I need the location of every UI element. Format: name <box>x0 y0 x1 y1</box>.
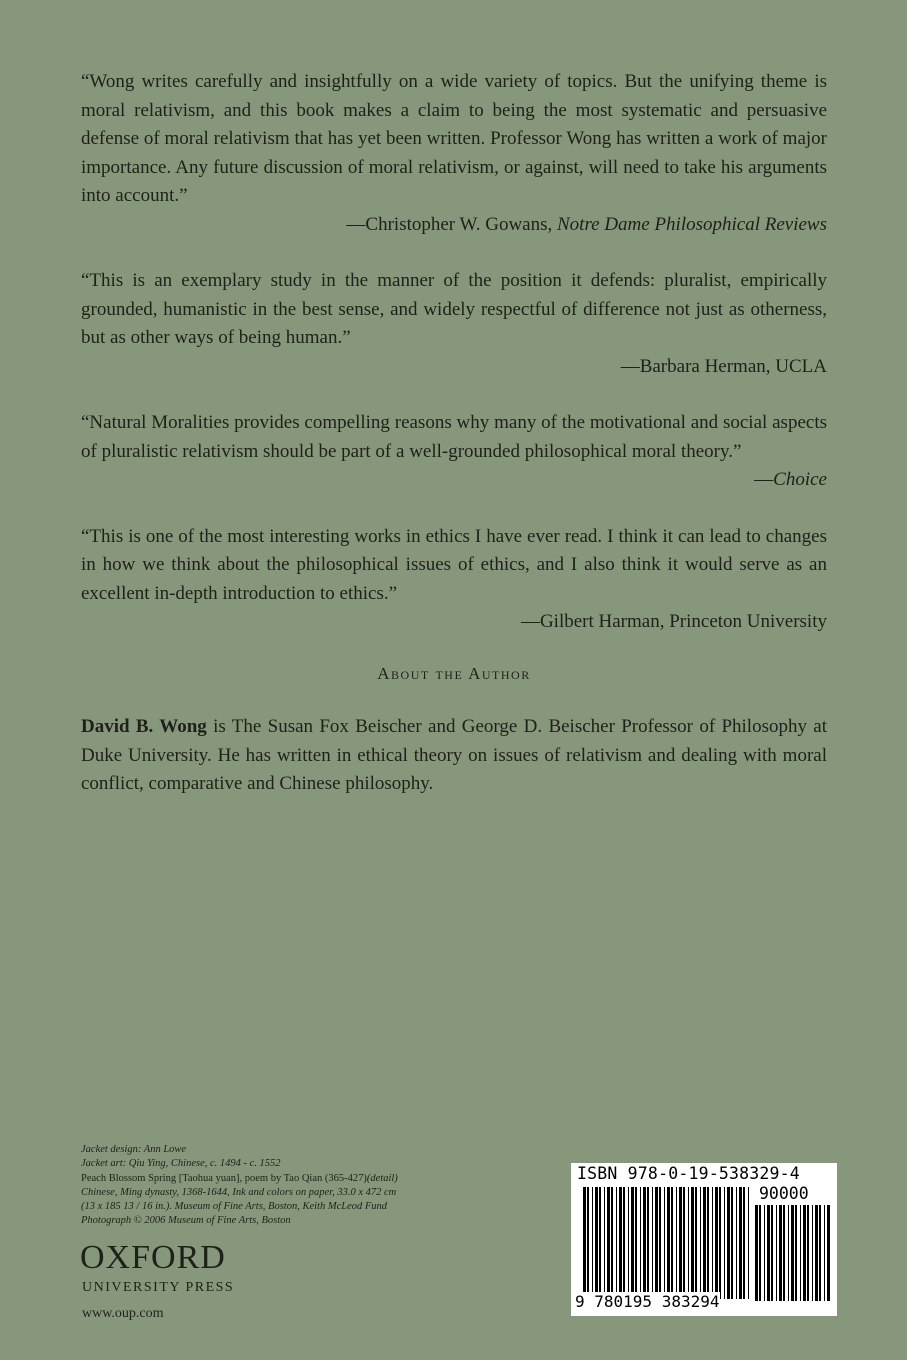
about-heading: About the Author <box>377 664 531 683</box>
credit-title <box>81 1172 481 1186</box>
review-attribution <box>81 466 827 495</box>
barcode-bar <box>791 1205 794 1301</box>
barcode-bar <box>767 1205 770 1301</box>
barcode-bar <box>807 1205 809 1301</box>
review-quote: “Wong writes carefully and insightfully on a wide variety of topics. But the unifying theme is moral relativism, and this book makes a claim to being the most systematic and persuasive defense of moral relativism that has yet been written. Professor Wong has written a work of major importance. Any future discussion of moral relativism, or against, will need to take his arguments into account.” <box>81 71 827 206</box>
barcode-bar <box>788 1205 789 1301</box>
barcode-bar <box>652 1187 653 1299</box>
barcode-digits: 9 780195 383294 <box>575 1292 720 1311</box>
barcode-bar <box>719 1187 721 1299</box>
barcode-bar <box>623 1187 625 1299</box>
review-attribution <box>81 211 827 240</box>
barcode-bar <box>707 1187 709 1299</box>
barcode-bar <box>779 1205 782 1301</box>
credit-title-roman: Peach Blossom Spring [Taohua yuan], poem by Tao Qian (365-427) <box>81 1172 367 1184</box>
credit-photograph: Photograph © 2006 Museum of Fine Arts, Boston <box>81 1215 291 1227</box>
barcode-bar <box>676 1187 677 1299</box>
barcode-bar <box>776 1205 777 1301</box>
publisher-subtitle: UNIVERSITY PRESS <box>82 1280 235 1295</box>
barcode-bar <box>771 1205 773 1301</box>
barcode-bar <box>759 1205 761 1301</box>
barcode-bar <box>667 1187 670 1299</box>
review-author: —Christopher W. Gowans, <box>346 213 557 235</box>
barcode-bar <box>812 1205 813 1301</box>
publisher-logo: OXFORD <box>80 1239 226 1276</box>
barcode-bar <box>607 1187 610 1299</box>
barcode-bar <box>727 1187 730 1299</box>
barcode-bar <box>736 1187 737 1299</box>
barcode-bar <box>819 1205 821 1301</box>
barcode-bar <box>583 1187 586 1299</box>
review-attribution <box>81 608 827 637</box>
barcode-bar <box>755 1205 758 1301</box>
barcode-bar <box>803 1205 806 1301</box>
review-quote: “This is an exemplary study in the manner of the position it defends: pluralist, empirically grounded, humanistic in the best sense, and widely respectful of difference not just as otherness, but as other ways of being human.” <box>81 270 827 348</box>
barcode-bar <box>712 1187 713 1299</box>
barcode-bar <box>631 1187 634 1299</box>
barcode-bar <box>604 1187 605 1299</box>
barcode-bar <box>724 1187 725 1299</box>
barcode-addon-number: 90000 <box>759 1184 809 1203</box>
barcode-bar <box>599 1187 601 1299</box>
review-author: — <box>754 469 774 490</box>
barcode-bar <box>671 1187 673 1299</box>
barcode-bar <box>647 1187 649 1299</box>
barcode-bar <box>664 1187 665 1299</box>
barcode-bar <box>679 1187 682 1299</box>
barcode-bar <box>715 1187 718 1299</box>
barcode-bar <box>703 1187 706 1299</box>
author-name: David B. Wong <box>81 716 207 737</box>
credit-art: Jacket art: Qiu Ying, Chinese, c. 1494 - c. 1552 <box>81 1158 281 1170</box>
barcode-bar <box>643 1187 646 1299</box>
review-source: Choice <box>773 469 827 490</box>
barcode-bar <box>640 1187 641 1299</box>
barcode-bar <box>683 1187 685 1299</box>
review-author: —Gilbert Harman, Princeton University <box>520 611 827 632</box>
barcode-bar <box>655 1187 658 1299</box>
barcode-bar <box>628 1187 629 1299</box>
barcode-bar <box>827 1205 830 1301</box>
barcode-bar <box>688 1187 689 1299</box>
credit-title-italic: (detail) <box>366 1172 398 1184</box>
barcode-bar <box>700 1187 701 1299</box>
credit-dimensions: (13 x 185 13 / 16 in.). Museum of Fine Arts, Boston, Keith McLeod Fund <box>81 1201 388 1213</box>
barcode-bar <box>815 1205 818 1301</box>
reviews-section <box>81 68 827 637</box>
jacket-credits <box>81 1143 481 1229</box>
barcode-bar <box>659 1187 661 1299</box>
review-quote: “Natural Moralities provides compelling reasons why many of the motivational and social aspects of pluralistic relativism should be part of a well-grounded philosophical moral theory.” <box>81 412 827 462</box>
barcode-bar <box>731 1187 733 1299</box>
barcode-bar <box>739 1187 742 1299</box>
barcode-bar <box>691 1187 694 1299</box>
review-author: —Barbara Herman, UCLA <box>620 355 827 377</box>
barcode-bar <box>595 1187 598 1299</box>
barcode-bar <box>795 1205 797 1301</box>
barcode-bar <box>611 1187 613 1299</box>
review-source: Notre Dame Philosophical Reviews <box>557 213 827 235</box>
credit-design: Jacket design: Ann Lowe <box>81 1144 187 1155</box>
barcode-bar <box>748 1187 749 1299</box>
review-quote: “This is one of the most interesting works in ethics I have ever read. I think it can lead to changes in how we think about the philosophical issues of ethics, and I also think it would serve as an excellent in-depth introduction to ethics.” <box>81 525 827 604</box>
publisher-url: www.oup.com <box>82 1306 164 1321</box>
barcode-bar <box>764 1205 765 1301</box>
bio-text: is The Susan Fox Beischer and George D. Beischer Professor of Philosophy at Duke University. He has written in ethical theory on issues of relativism and dealing with moral conflict, comparative and Chinese philosophy. <box>81 716 828 794</box>
barcode <box>571 1163 837 1316</box>
barcode-bar <box>587 1187 589 1299</box>
barcode-bar <box>616 1187 617 1299</box>
barcode-bar <box>783 1205 785 1301</box>
barcode-bar <box>619 1187 622 1299</box>
barcode-bar <box>592 1187 593 1299</box>
review-attribution <box>81 353 827 382</box>
barcode-bar <box>824 1205 825 1301</box>
credit-medium: Chinese, Ming dynasty, 1368-1644, Ink and colors on paper, 33.0 x 472 cm <box>81 1186 397 1198</box>
barcode-bar <box>800 1205 801 1301</box>
barcode-bar <box>695 1187 697 1299</box>
barcode-bar <box>743 1187 745 1299</box>
author-bio <box>81 713 827 799</box>
isbn-label: ISBN 978-0-19-538329-4 <box>577 1164 800 1183</box>
barcode-bar <box>635 1187 637 1299</box>
